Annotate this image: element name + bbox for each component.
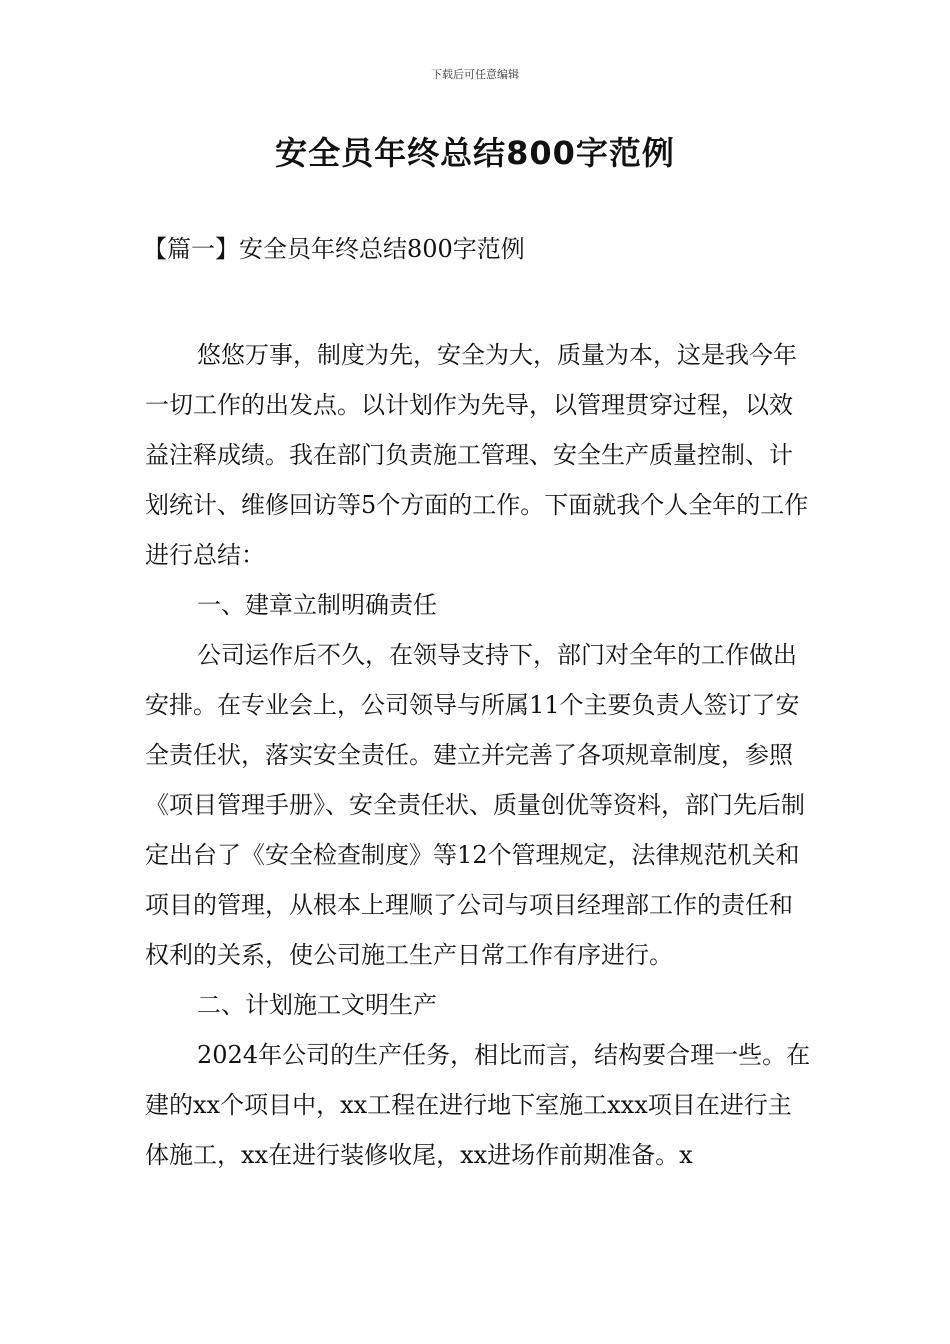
paragraph-one: 公司运作后不久，在领导支持下，部门对全年的工作做出安排。在专业会上，公司领导与所属11个主要负责人签订了安全责任状，落实安全责任。建立并完善了各项规章制度，参照《项目管理手册》、安全责任状、质量创优等资料，部门先后制定出台了《安全检查制度》等12个管理规定，法律规范机关和项目的管理，从根本上理顺了公司与项目经理部工作的责任和权利的关系，使公司施工生产日常工作有序进行。 bbox=[145, 641, 805, 969]
subheading-two: 二、计划施工文明生产 bbox=[197, 991, 437, 1019]
page-title: 安全员年终总结800字范例 bbox=[275, 134, 675, 172]
subheading-one: 一、建章立制明确责任 bbox=[197, 591, 437, 619]
body-text bbox=[145, 330, 813, 1180]
paragraph-intro: 悠悠万事，制度为先，安全为大，质量为本，这是我今年一切工作的出发点。以计划作为先导，以管理贯穿过程，以效益注释成绩。我在部门负责施工管理、安全生产质量控制、计划统计、维修回访等5个方面的工作。下面就我个人全年的工作进行总结： bbox=[145, 341, 809, 569]
section-heading: 【篇一】安全员年终总结800字范例 bbox=[143, 235, 525, 263]
header-note: 下载后可任意编辑 bbox=[431, 68, 519, 81]
paragraph-two: 2024年公司的生产任务，相比而言，结构要合理一些。在建的xx个项目中，xx工程在进行地下室施工xxx项目在进行主体施工，xx在进行装修收尾，xx进场作前期准备。x bbox=[145, 1041, 811, 1169]
